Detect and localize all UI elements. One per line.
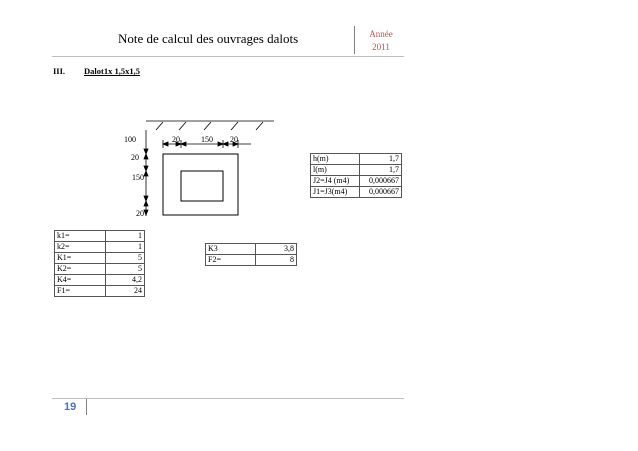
table-row <box>206 255 297 266</box>
section-number: III. <box>53 66 66 76</box>
table-row <box>55 253 145 264</box>
cell-value: 5 <box>105 253 144 264</box>
culvert-inner-opening <box>181 171 223 201</box>
table-row <box>311 154 402 165</box>
table-row <box>311 165 402 176</box>
cell-value: 24 <box>105 286 144 297</box>
dim-label-bottom-wall: 20 <box>136 209 144 218</box>
table-row <box>55 275 145 286</box>
dim-label-height-opening: 150 <box>132 173 144 182</box>
cell-label: K2= <box>55 264 106 275</box>
cell-label: l(m) <box>311 165 360 176</box>
cell-value: 1,7 <box>360 165 402 176</box>
cell-value: 0,000667 <box>360 176 402 187</box>
k3-table <box>205 243 297 266</box>
cell-value: 8 <box>255 255 296 266</box>
cell-label: k2= <box>55 242 106 253</box>
section-title: Dalot1x 1,5x1,5 <box>84 66 140 76</box>
cell-label: k1= <box>55 231 106 242</box>
culvert-outer-wall <box>163 154 238 215</box>
header-title: Note de calcul des ouvrages dalots <box>118 31 299 46</box>
cell-label: h(m) <box>311 154 360 165</box>
ground-line <box>146 121 274 130</box>
year-label: Année <box>369 29 393 39</box>
dim-label-right-wall: 20 <box>230 135 238 144</box>
cell-label: F2= <box>206 255 256 266</box>
cell-label: J1=J3(m4) <box>311 187 360 198</box>
table-row <box>55 242 145 253</box>
dim-label-100: 100 <box>124 135 136 144</box>
table-row <box>311 187 402 198</box>
table-row <box>311 176 402 187</box>
footer-rule <box>52 398 404 399</box>
cell-label: K1= <box>55 253 106 264</box>
cell-value: 5 <box>105 264 144 275</box>
dim-label-width-opening: 150 <box>201 135 213 144</box>
year-value: 2011 <box>372 42 390 52</box>
cell-value: 1 <box>105 231 144 242</box>
cell-value: 1,7 <box>360 154 402 165</box>
cell-label: J2=J4 (m4) <box>311 176 360 187</box>
cell-label: K3 <box>206 244 256 255</box>
cell-label: K4= <box>55 275 106 286</box>
dim-label-left-wall: 20 <box>172 135 180 144</box>
coefficients-table <box>54 230 145 297</box>
table-row <box>55 286 145 297</box>
cell-label: F1= <box>55 286 106 297</box>
dim-label-top-wall: 20 <box>131 153 139 162</box>
vertical-dimension <box>144 130 148 216</box>
cell-value: 4,2 <box>105 275 144 286</box>
cell-value: 0,000667 <box>360 187 402 198</box>
cell-value: 1 <box>105 242 144 253</box>
geometry-table <box>310 153 402 198</box>
cell-value: 3,8 <box>255 244 296 255</box>
page-number: 19 <box>64 401 77 413</box>
table-row <box>206 244 297 255</box>
page-number-divider <box>86 399 87 415</box>
table-row <box>55 231 145 242</box>
table-row <box>55 264 145 275</box>
